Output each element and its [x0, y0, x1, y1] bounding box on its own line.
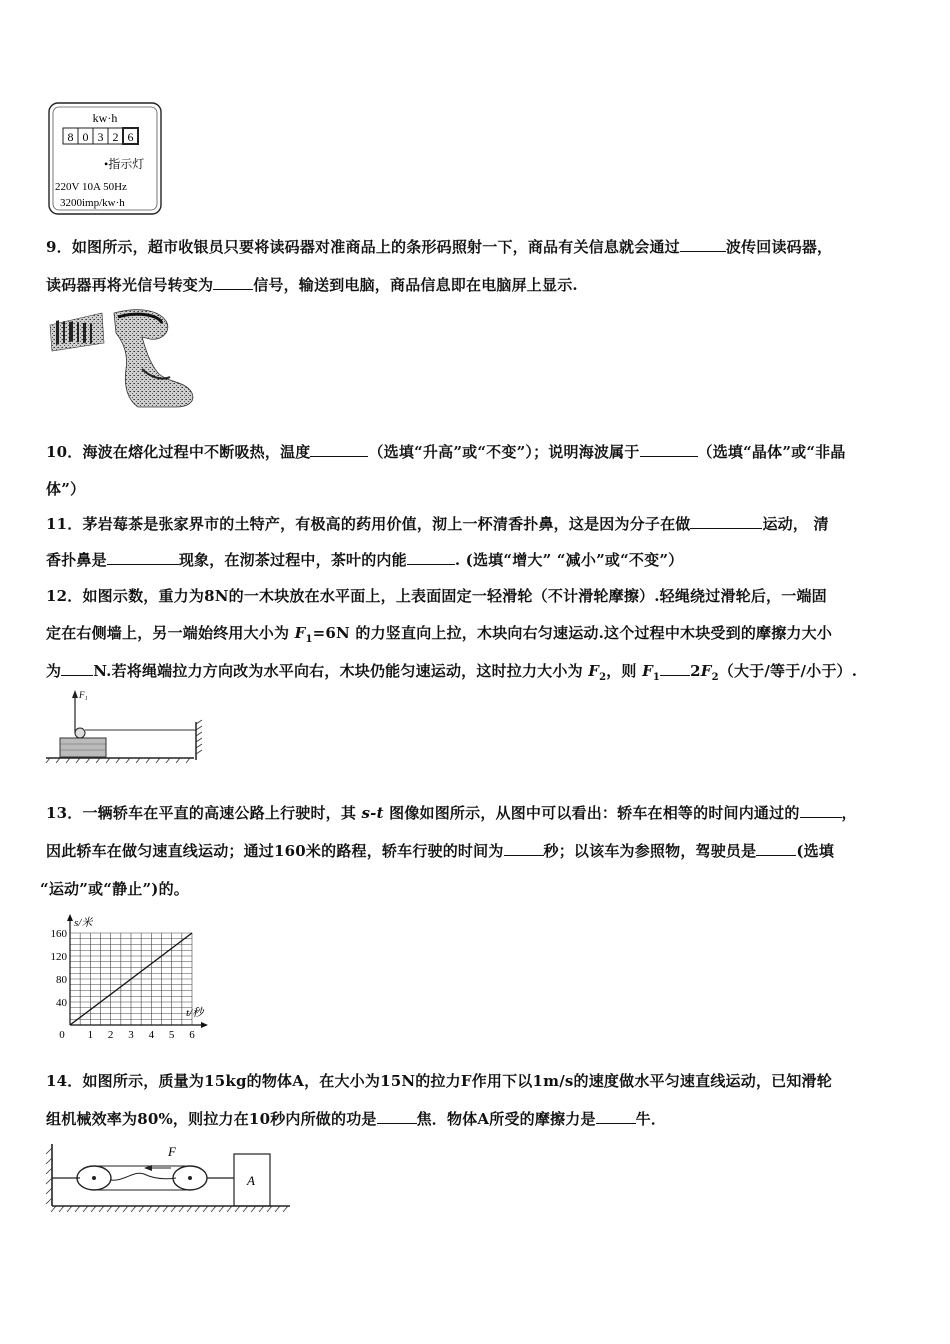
- y-tick-label: 160: [50, 928, 67, 940]
- q14-line-1: [46, 1070, 832, 1091]
- q13-text: ，: [841, 804, 857, 822]
- scanner-hand-icon: [114, 310, 193, 407]
- q13-blank-1[interactable]: [800, 803, 842, 818]
- force-arrow-icon: [72, 690, 78, 698]
- q11-text: 现象，在沏茶过程中，茶叶的内能: [178, 551, 407, 569]
- q13-text: 13．一辆轿车在平直的高速公路上行驶时，其: [46, 804, 362, 822]
- y-tick-label: 120: [50, 951, 67, 963]
- q11-line-2: [46, 549, 683, 570]
- q13-line-1: [46, 802, 857, 823]
- q9-text: 信号，输送到电脑，商品信息即在电脑屏上显示.: [253, 276, 578, 294]
- x-tick-label: 0: [59, 1029, 65, 1041]
- q9-line-1: [46, 236, 832, 257]
- q12-var: F: [294, 624, 306, 642]
- x-tick-label: 4: [148, 1029, 155, 1041]
- q12-text: 为: [46, 662, 62, 680]
- q13-var: s-t: [361, 804, 384, 822]
- chart-y-label: s/米: [74, 917, 93, 929]
- q12-sub: 2: [711, 672, 719, 683]
- q12-force-label: F₁: [79, 690, 88, 700]
- q10-blank-1[interactable]: [310, 442, 368, 457]
- q12-line-3: [46, 660, 857, 683]
- q11-blank-2[interactable]: [107, 550, 179, 565]
- meter-unit: kw·h: [92, 111, 118, 125]
- meter-digit: 6: [127, 130, 134, 144]
- pulley-icon: [75, 728, 85, 738]
- q14-block-label: A: [247, 1173, 255, 1188]
- q10-text: （选填“升高”或“不变”）；说明海波属于: [368, 443, 640, 461]
- meter-drawing: [46, 101, 164, 216]
- q13-blank-3[interactable]: [756, 841, 796, 856]
- q12-sub: 1: [305, 634, 313, 645]
- q14-drawing: [44, 1140, 294, 1214]
- q11-text: 运动， 清: [762, 515, 829, 533]
- q13-text: 因此轿车在做匀速直线运动；通过160米的路程，轿车行驶的时间为: [46, 842, 504, 860]
- q9-blank-2[interactable]: [213, 275, 253, 290]
- y-tick-label: 80: [56, 974, 67, 986]
- q10-blank-2[interactable]: [640, 442, 698, 457]
- y-axis-arrow-icon: [67, 914, 73, 921]
- q13-text: “运动”或“静止”)的。: [40, 880, 190, 898]
- q11-text: . (选填“增大” “减小”或“不变”）: [454, 551, 684, 569]
- st-chart: [38, 912, 218, 1044]
- meter-constant: 3200imp/kw·h: [60, 197, 125, 209]
- st-chart-svg: [38, 912, 218, 1044]
- q14-text: 组机械效率为80%，则拉力在10秒内所做的功是: [46, 1110, 377, 1128]
- q11-blank-3[interactable]: [407, 550, 455, 565]
- barcode-scanner-figure: [46, 307, 198, 409]
- q14-text: 14．如图所示，质量为15kg的物体A，在大小为15N的拉力F作用下以1m/s的速度做水平匀速直线运动，已知滑轮: [46, 1072, 832, 1090]
- q10-text: 体”）: [46, 480, 86, 498]
- q12-text: 12．如图示数，重力为8N的一木块放在水平面上，上表面固定一轻滑轮（不计滑轮摩擦）.轻绳绕过滑轮后，一端固: [46, 587, 827, 605]
- q12-text: 定在右侧墙上，另一端始终用大小为: [46, 624, 295, 642]
- q12-var: F: [588, 662, 600, 680]
- q11-text: 香扑鼻是: [46, 551, 107, 569]
- meter-digit: 0: [82, 130, 89, 144]
- q12-blank-2[interactable]: [660, 661, 690, 676]
- q13-text: 秒；以该车为参照物，驾驶员是: [543, 842, 757, 860]
- q12-sub: 1: [652, 672, 661, 683]
- q14-blank-1[interactable]: [377, 1109, 417, 1124]
- meter-digit: 2: [112, 130, 119, 144]
- meter-digit: 3: [97, 130, 104, 144]
- x-tick-label: 1: [87, 1029, 94, 1041]
- q11-text: 11．茅岩莓茶是张家界市的土特产，有极高的药用价值，沏上一杯清香扑鼻，这是因为分子在做: [46, 515, 691, 533]
- scanner-drawing: [46, 307, 198, 409]
- q12-line-1: [46, 585, 827, 606]
- q13-text: 图像如图所示，从图中可以看出：轿车在相等的时间内通过的: [383, 804, 800, 822]
- x-tick-label: 2: [107, 1029, 114, 1041]
- q12-text: =6N 的力竖直向上拉，木块向右匀速运动.这个过程中木块受到的摩擦力大小: [312, 624, 833, 642]
- q12-text: 2: [690, 662, 701, 680]
- q12-text: N.若将绳端拉力方向改为水平向右，木块仍能匀速运动，这时拉力大小为: [93, 662, 589, 680]
- q13-blank-2[interactable]: [504, 841, 544, 856]
- q14-force-label: F: [168, 1144, 176, 1159]
- q9-line-2: [46, 274, 578, 295]
- q14-text: 焦．物体A所受的摩擦力是: [416, 1110, 596, 1128]
- meter-digit: 8: [67, 130, 74, 144]
- q11-line-1: [46, 513, 829, 534]
- q13-line-3: [40, 878, 189, 899]
- q9-text: 波传回读码器，: [725, 238, 833, 256]
- q12-drawing: [44, 686, 204, 764]
- meter-rating: 220V 10A 50Hz: [55, 181, 127, 193]
- barcode-icon: [50, 313, 104, 351]
- q10-line-2: [46, 478, 85, 499]
- q9-blank-1[interactable]: [680, 237, 726, 252]
- q12-var: F: [642, 662, 653, 680]
- q12-line-2: [46, 622, 832, 645]
- q9-text: 9．如图所示，超市收银员只要将读码器对准商品上的条形码照射一下，商品有关信息就会通过: [46, 238, 680, 256]
- q13-line-2: [46, 840, 834, 861]
- x-tick-label: 3: [128, 1029, 134, 1041]
- q9-text: 读码器再将光信号转变为: [46, 276, 214, 294]
- q10-line-1: [46, 441, 846, 462]
- x-tick-label: 5: [168, 1029, 175, 1041]
- q10-text: （选填“晶体”或“非晶: [697, 443, 846, 461]
- electric-meter-figure: [46, 101, 164, 216]
- q14-line-2: [46, 1108, 666, 1129]
- q14-text: 牛．: [635, 1110, 667, 1128]
- q12-text: （大于/等于/小于）.: [718, 662, 858, 680]
- q11-blank-1[interactable]: [690, 514, 762, 529]
- q14-pulley-figure: [44, 1140, 294, 1214]
- q14-blank-2[interactable]: [596, 1109, 636, 1124]
- x-axis-arrow-icon: [201, 1022, 208, 1028]
- x-tick-label: 6: [189, 1029, 195, 1041]
- meter-indicator: •指示灯: [104, 157, 145, 171]
- y-tick-label: 40: [56, 997, 67, 1009]
- q12-sub: 2: [599, 672, 607, 683]
- chart-x-label: t/秒: [186, 1007, 204, 1019]
- q12-text: ，则: [606, 662, 643, 680]
- q12-var: F: [700, 662, 712, 680]
- q12-pulley-figure: [44, 686, 204, 764]
- q10-text: 10．海波在熔化过程中不断吸热，温度: [46, 443, 311, 461]
- q13-text: (选填: [796, 842, 835, 860]
- q12-blank-1[interactable]: [61, 661, 93, 676]
